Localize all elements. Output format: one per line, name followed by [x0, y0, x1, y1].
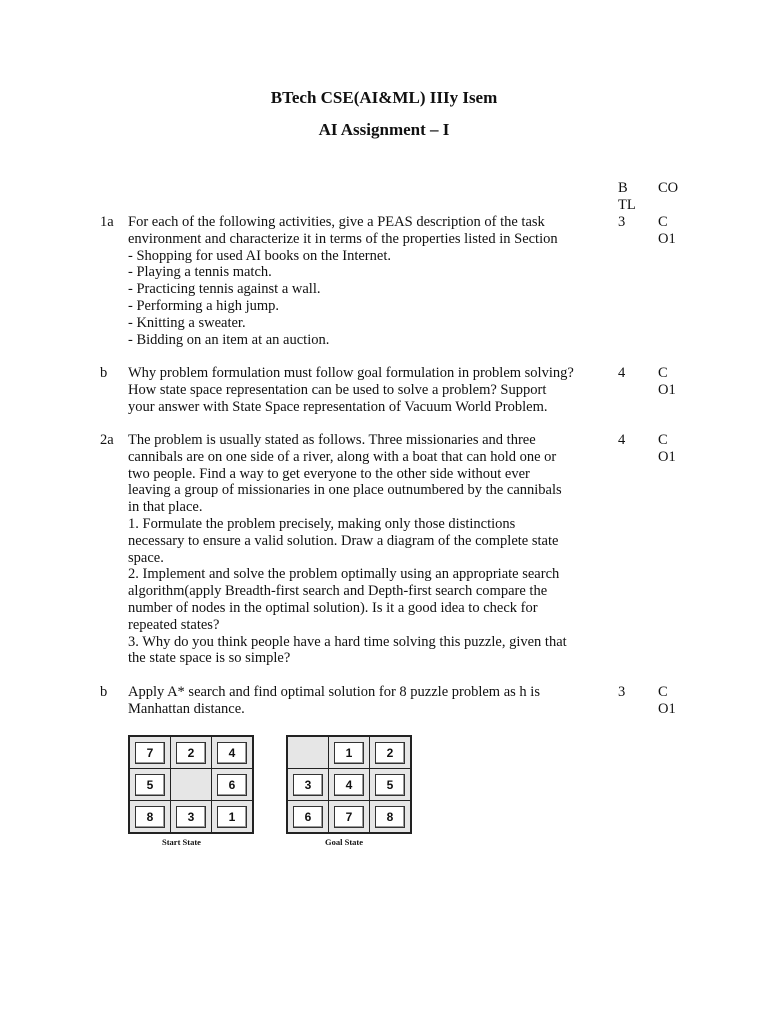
puzzle-cell	[212, 801, 252, 832]
puzzle-blank-cell	[171, 769, 211, 800]
puzzle-cell	[130, 737, 170, 768]
puzzle-tile: 2	[375, 742, 405, 764]
puzzle-cell	[130, 801, 170, 832]
btl-value: 3	[618, 684, 626, 700]
question-number: b	[100, 365, 108, 381]
puzzle-tile: 3	[176, 806, 206, 828]
puzzle-tile: 2	[176, 742, 206, 764]
question-text	[128, 214, 613, 348]
puzzle-tile: 3	[293, 774, 323, 796]
question-line: How state space representation can be used to solve a problem? Support	[128, 381, 547, 398]
question-line: algorithm(apply Breadth-first search and Depth-first search compare the	[128, 583, 548, 600]
puzzle-cell	[370, 769, 410, 800]
co-value: CO1	[658, 432, 676, 465]
puzzle-tile: 6	[217, 774, 247, 796]
question-line: - Practicing tennis against a wall.	[128, 281, 321, 298]
question-number: 1a	[100, 214, 114, 230]
goal-state-grid	[286, 735, 412, 834]
question-line: number of nodes in the optimal solution). Is it a good idea to check for	[128, 599, 538, 616]
btl-value: 3	[618, 214, 626, 230]
question-text	[128, 684, 613, 718]
co-value: CO1	[658, 214, 676, 247]
puzzle-cell	[171, 801, 211, 832]
question-line: cannibals are on one side of a river, along with a boat that can hold one or	[128, 448, 557, 465]
puzzle-tile: 8	[375, 806, 405, 828]
puzzle-tile: 1	[334, 742, 364, 764]
assignment-title: AI Assignment – I	[318, 120, 450, 139]
puzzle-tile: 7	[334, 806, 364, 828]
question-line: For each of the following activities, give a PEAS description of the task	[128, 214, 545, 230]
puzzle-tile: 5	[135, 774, 165, 796]
btl-column-header: BTL	[618, 180, 636, 213]
puzzle-tile: 8	[135, 806, 165, 828]
puzzle-tile: 5	[375, 774, 405, 796]
puzzle-cell	[329, 801, 369, 832]
puzzle-cell	[370, 737, 410, 768]
puzzle-cell	[288, 801, 328, 832]
question-line: 2. Implement and solve the problem optimally using an appropriate search	[128, 566, 560, 583]
question-line: - Bidding on an item at an auction.	[128, 331, 330, 348]
start-state-grid	[128, 735, 254, 834]
puzzle-cell	[212, 737, 252, 768]
co-value: CO1	[658, 365, 676, 398]
document-title: BTech CSE(AI&ML) IIIy Isem	[270, 88, 498, 107]
puzzle-blank-cell	[288, 737, 328, 768]
start-state-caption: Start State	[162, 837, 201, 847]
question-line: space.	[128, 549, 164, 566]
question-line: two people. Find a way to get everyone to the other side without ever	[128, 465, 530, 482]
question-line: Apply A* search and find optimal solution for 8 puzzle problem as h is	[128, 684, 540, 700]
puzzle-cell	[212, 769, 252, 800]
co-value: CO1	[658, 684, 676, 717]
question-number: 2a	[100, 432, 114, 448]
puzzle-cell	[370, 801, 410, 832]
btl-value: 4	[618, 365, 626, 381]
goal-state-caption: Goal State	[325, 837, 364, 847]
question-line: in that place.	[128, 499, 203, 516]
question-line: leaving a group of missionaries in one place outnumbered by the cannibals	[128, 482, 562, 499]
question-line: environment and characterize it in terms of the properties listed in Section	[128, 230, 558, 247]
puzzle-cell	[130, 769, 170, 800]
puzzle-cell	[329, 769, 369, 800]
puzzle-tile: 7	[135, 742, 165, 764]
question-line: 1. Formulate the problem precisely, making only those distinctions	[128, 515, 516, 532]
question-number: b	[100, 684, 108, 700]
question-line: The problem is usually stated as follows. Three missionaries and three	[128, 432, 536, 448]
puzzle-cell	[329, 737, 369, 768]
question-line: Why problem formulation must follow goal formulation in problem solving?	[128, 365, 574, 381]
puzzle-tile: 6	[293, 806, 323, 828]
question-line: - Performing a high jump.	[128, 297, 280, 314]
question-line: necessary to ensure a valid solution. Draw a diagram of the complete state	[128, 532, 559, 549]
question-line: the state space is so simple?	[128, 650, 291, 667]
question-text	[128, 432, 613, 667]
question-line: your answer with State Space representation of Vacuum World Problem.	[128, 398, 548, 415]
question-line: - Shopping for used AI books on the Internet.	[128, 247, 391, 264]
question-line: Manhattan distance.	[128, 700, 245, 717]
question-text	[128, 365, 613, 415]
question-line: repeated states?	[128, 616, 220, 633]
puzzle-cell	[288, 769, 328, 800]
question-line: - Knitting a sweater.	[128, 314, 246, 331]
puzzle-tile: 1	[217, 806, 247, 828]
question-line: 3. Why do you think people have a hard time solving this puzzle, given that	[128, 633, 567, 650]
question-line: - Playing a tennis match.	[128, 264, 272, 281]
puzzle-cell	[171, 737, 211, 768]
btl-value: 4	[618, 432, 626, 448]
puzzle-tile: 4	[334, 774, 364, 796]
puzzle-tile: 4	[217, 742, 247, 764]
co-column-header: CO	[658, 180, 679, 196]
